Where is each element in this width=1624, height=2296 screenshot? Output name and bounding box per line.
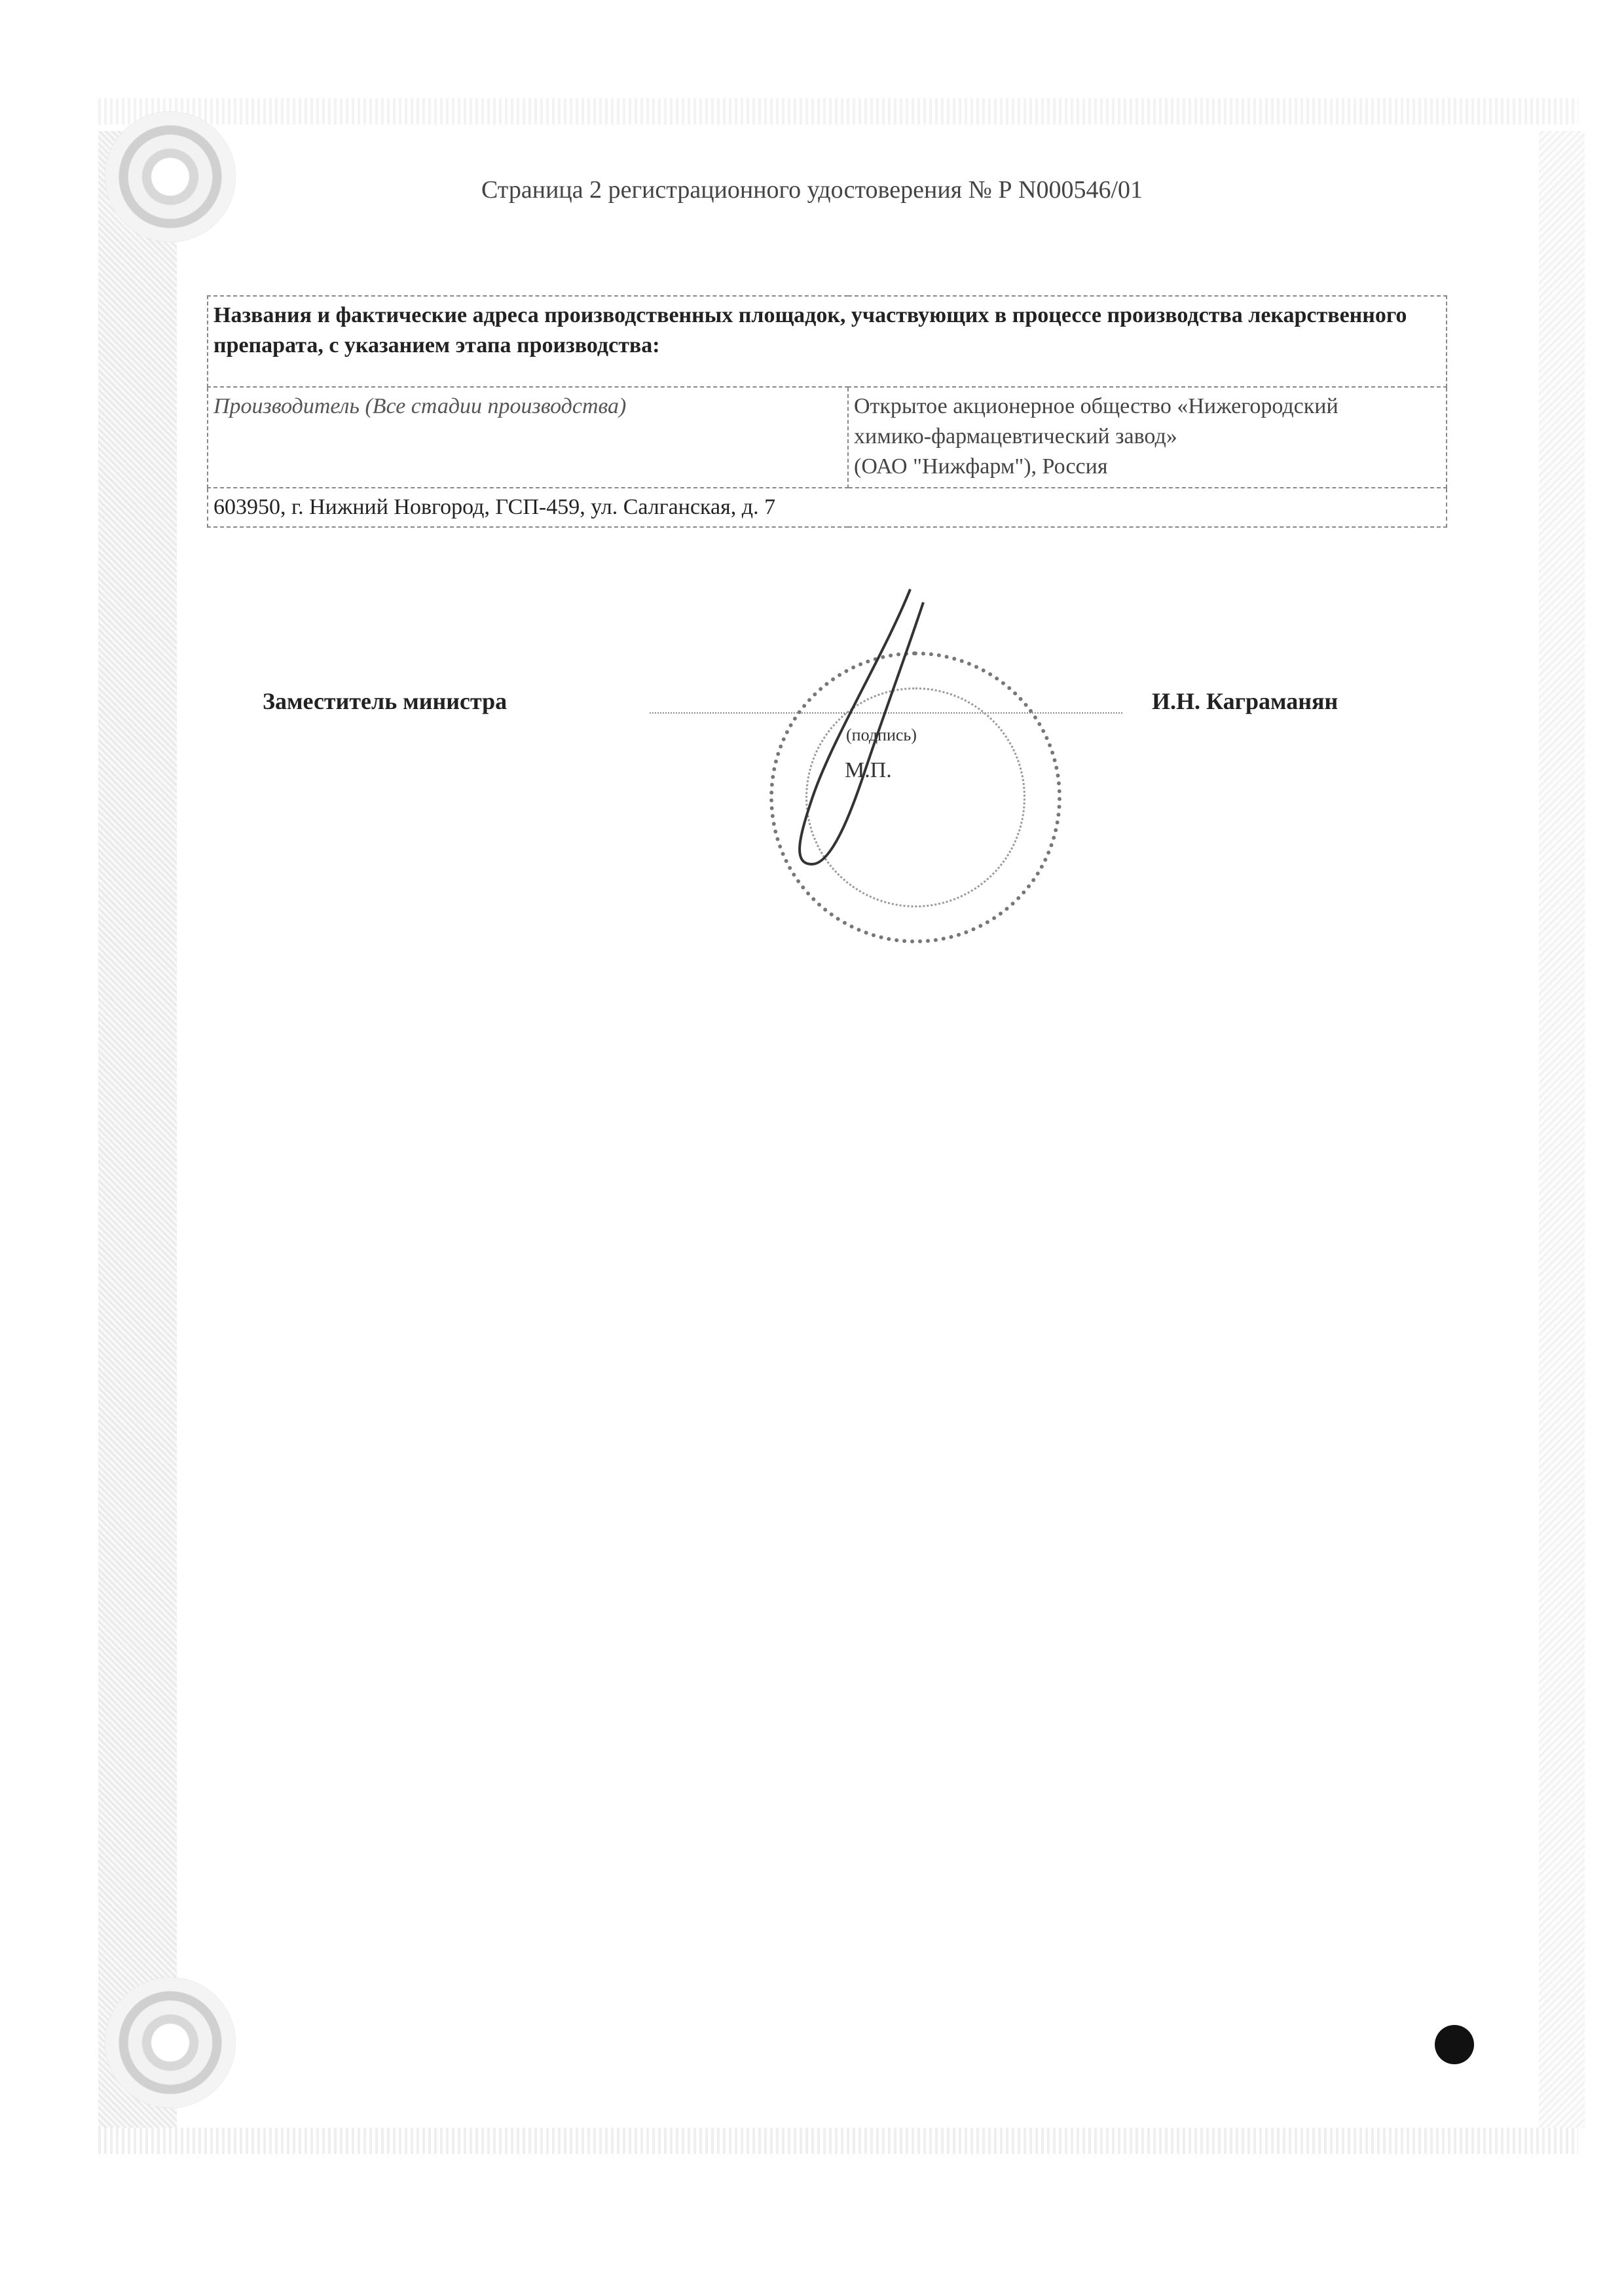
producer-address: 603950, г. Нижний Новгород, ГСП-459, ул. Салганская, д. 7 <box>208 488 1447 527</box>
signature-caption: (подпись) <box>846 725 917 744</box>
decorative-border-left <box>98 131 177 2128</box>
table-row <box>208 488 1447 527</box>
company-line: (ОАО "Нижфарм"), Россия <box>854 454 1108 479</box>
decorative-border-right <box>1539 131 1585 2128</box>
producer-company <box>848 387 1447 488</box>
table-row <box>208 296 1447 387</box>
rosette-ornament-bottom-left <box>105 1977 236 2108</box>
producer-role: Производитель (Все стадии производства) <box>208 387 848 488</box>
hole-punch-mark <box>1435 2025 1474 2064</box>
table-heading: Названия и фактические адреса производственных площадок, участвующих в процессе производства лекарственного препарата, с указанием этапа производства: <box>208 296 1447 387</box>
decorative-border-bottom <box>98 2128 1578 2154</box>
signatory-name: И.Н. Каграманян <box>1152 688 1338 714</box>
production-sites-table <box>207 295 1447 528</box>
company-line: Открытое акционерное общество «Нижегородский <box>854 394 1338 418</box>
decorative-border-top <box>98 98 1578 124</box>
seal-caption: М.П. <box>845 758 892 782</box>
table-row <box>208 387 1447 488</box>
signatory-position: Заместитель министра <box>263 688 507 714</box>
page-header: Страница 2 регистрационного удостоверения № Р N000546/01 <box>481 176 1143 204</box>
company-line: химико-фармацевтический завод» <box>854 424 1177 448</box>
